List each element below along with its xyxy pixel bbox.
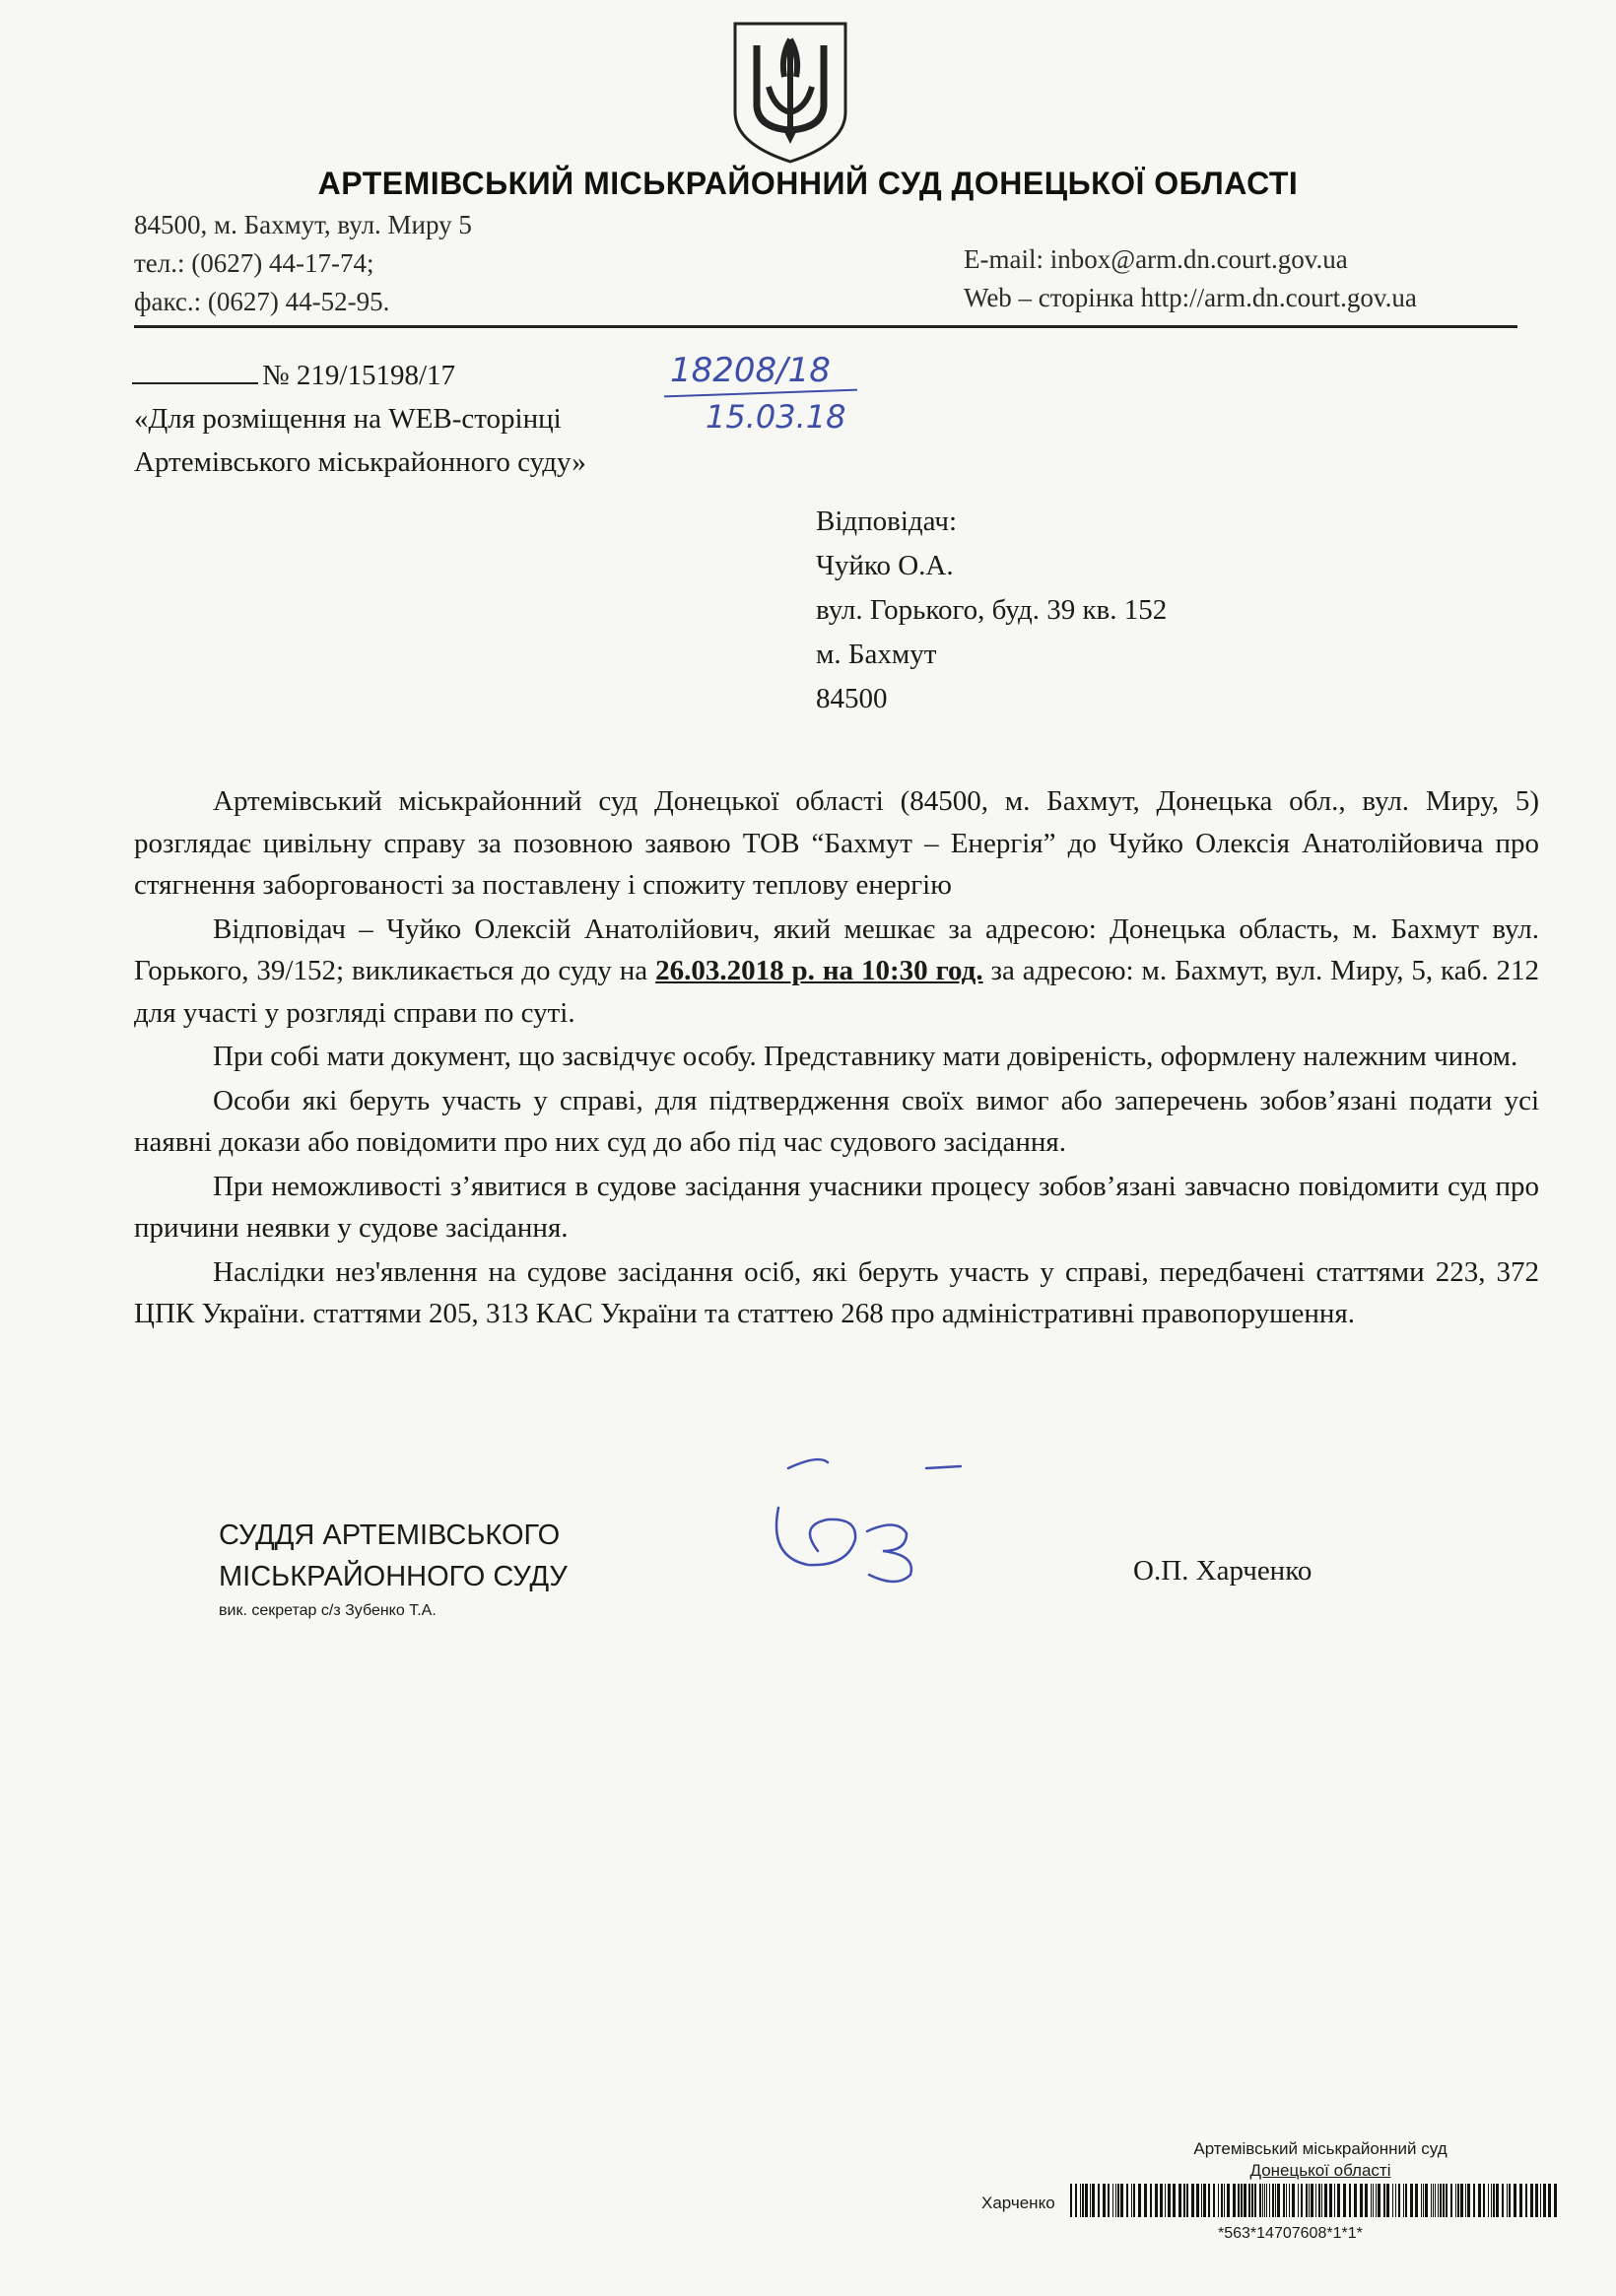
- summons-body: [134, 780, 1539, 1337]
- document-barcode: [1068, 2184, 1561, 2217]
- handwritten-date: 15.03.18: [706, 398, 846, 436]
- registry-stamp-org: Артемівський міськрайонний суд Донецької області: [1193, 2139, 1448, 2180]
- barcode-label: Харченко: [981, 2194, 1055, 2212]
- body-paragraph: Особи які беруть участь у справі, для підтвердження своїх вимог або заперечень зобов’язані подати усі наявні докази або повідомити про них суд до або під час судового засідання.: [134, 1084, 1539, 1158]
- outgoing-number: № 219/15198/17: [300, 360, 458, 392]
- trident-coat-of-arms-icon: [729, 18, 851, 166]
- handwritten-number: 18208/18: [670, 351, 831, 390]
- court-phone: тел.: (0627) 44-17-74;: [134, 248, 374, 278]
- header-divider: [134, 325, 1517, 328]
- recipient-city: м. Бахмут: [816, 639, 937, 670]
- body-paragraph: Наслідки нез'явлення на судове засідання осіб, які беруть участь у справі, передбачені статтями 223, 372 ЦПК України. статтями 205, 313 КАС України та статтею 268 про адміністративні правопорушення.: [134, 1255, 1539, 1329]
- judge-name: О.П. Харченко: [1133, 1555, 1313, 1587]
- recipient-street: вул. Горького, буд. 39 кв. 152: [816, 594, 1168, 626]
- handwritten-signature: [759, 1449, 1015, 1606]
- hearing-date: 26.03.2018 р. на 10:30 год.: [655, 955, 983, 986]
- court-fax: факс.: (0627) 44-52-95.: [134, 287, 390, 316]
- body-paragraph: При собі мати документ, що засвідчує особу. Представнику мати довіреність, оформлену належним чином.: [213, 1041, 1518, 1072]
- recipient-name: Чуйко О.А.: [816, 550, 954, 581]
- body-paragraph: Артемівський міськрайонний суд Донецької області (84500, м. Бахмут, Донецька обл., вул. Миру, 5) розглядає цивільну справу за позовною заявою ТОВ “Бахмут – Енергія” до Чуйко Олексія Анатолійовича про стягнення заборгованості за поставлену і спожиту теплову енергію: [134, 785, 1539, 901]
- court-email: E-mail: inbox@arm.dn.court.gov.ua: [964, 244, 1348, 274]
- court-website: Web – сторінка http://arm.dn.court.gov.ua: [964, 283, 1417, 312]
- barcode-number: *563*14707608*1*1*: [1218, 2225, 1363, 2242]
- number-blank-line: [132, 381, 258, 384]
- court-name: АРТЕМІВСЬКИЙ МІСЬКРАЙОННИЙ СУД ДОНЕЦЬКОЇ ОБЛАСТІ: [317, 166, 1299, 201]
- recipient-block: [816, 500, 1167, 721]
- court-address: 84500, м. Бахмут, вул. Миру 5: [134, 210, 472, 239]
- secretary-line: вик. секретар с/з Зубенко Т.А.: [219, 1602, 437, 1619]
- recipient-zip: 84500: [816, 683, 888, 714]
- body-paragraph: При неможливості з’явитися в судове засідання учасники процесу зобов’язані завчасно повідомити суд про причини неявки у судове засідання.: [134, 1170, 1539, 1244]
- recipient-role: Відповідач:: [816, 506, 958, 537]
- publication-note: «Для розміщення на WEB-сторінці Артемівського міськрайонного суду»: [134, 403, 586, 478]
- judge-position: СУДДЯ АРТЕМІВСЬКОГО МІСЬКРАЙОННОГО СУДУ: [219, 1519, 568, 1592]
- body-paragraph-summons: Відповідач – Чуйко Олексій Анатолійович, який мешкає за адресою: Донецька область, м. Бахмут вул. Горького, 39/152; викликається до суду на 26.03.2018 р. на 10:30 год. за адресою: м. Бахмут, вул. Миру, 5, каб. 212 для участі у розгляді справи по суті.: [134, 912, 1540, 1029]
